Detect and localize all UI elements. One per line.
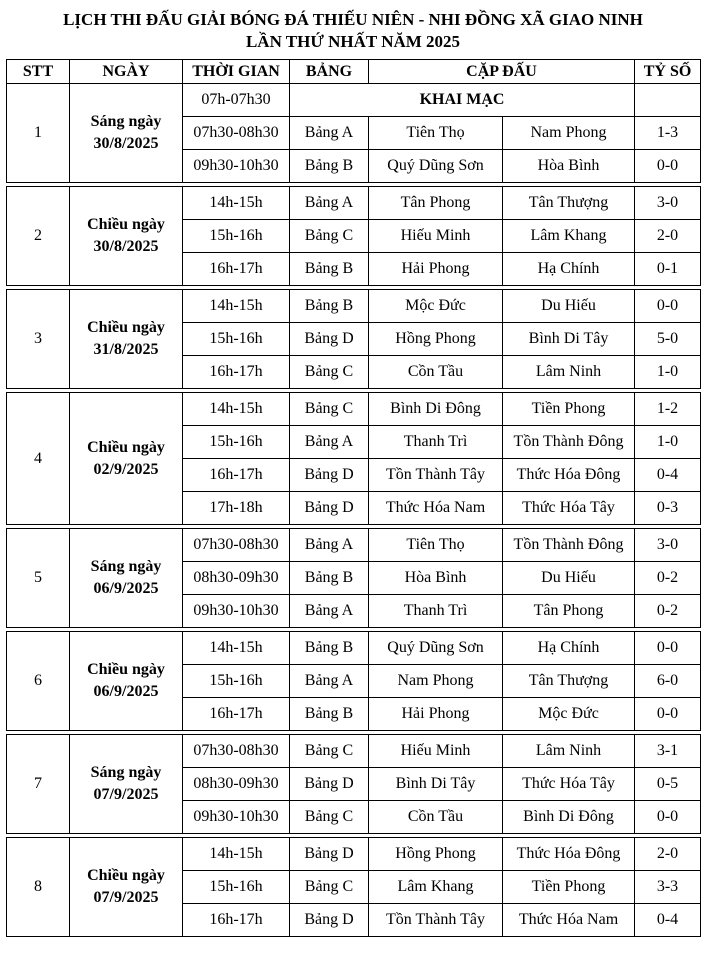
match-row [7, 632, 701, 665]
time-cell: 09h30-10h30 [183, 150, 290, 183]
score-cell: 0-2 [635, 562, 701, 595]
date-label: 30/8/2025 [93, 135, 159, 152]
group-cell: Bảng C [290, 801, 369, 834]
away-team-cell: Du Hiếu [503, 290, 635, 323]
away-team-cell: Tân Phong [503, 595, 635, 628]
away-team-cell: Tiền Phong [503, 393, 635, 426]
home-team-cell: Bình Di Đông [369, 393, 503, 426]
header-group: BẢNG [290, 60, 369, 84]
away-team-cell: Bình Di Tây [503, 323, 635, 356]
home-team-cell: Hiếu Minh [369, 220, 503, 253]
date-label: 31/8/2025 [93, 341, 159, 358]
home-team-cell: Quý Dũng Sơn [369, 632, 503, 665]
date-cell [70, 632, 183, 731]
session-label: Sáng ngày [90, 113, 162, 130]
header-time: THỜI GIAN [183, 60, 290, 84]
away-team-cell: Hạ Chính [503, 632, 635, 665]
away-team-cell: Mộc Đức [503, 698, 635, 731]
time-cell: 07h-07h30 [183, 84, 290, 117]
score-cell: 0-0 [635, 698, 701, 731]
time-cell: 16h-17h [183, 356, 290, 389]
home-team-cell: Thanh Trì [369, 426, 503, 459]
date-label: 07/9/2025 [93, 889, 159, 906]
score-cell: 0-2 [635, 595, 701, 628]
header-match: CẶP ĐẤU [369, 60, 635, 84]
group-cell: Bảng D [290, 904, 369, 937]
score-cell: 1-0 [635, 426, 701, 459]
home-team-cell: Lâm Khang [369, 871, 503, 904]
time-cell: 09h30-10h30 [183, 801, 290, 834]
group-cell: Bảng D [290, 768, 369, 801]
home-team-cell: Thanh Trì [369, 595, 503, 628]
away-team-cell: Tồn Thành Đông [503, 426, 635, 459]
away-team-cell: Hòa Bình [503, 150, 635, 183]
away-team-cell: Du Hiếu [503, 562, 635, 595]
score-cell: 0-0 [635, 632, 701, 665]
date-label: 30/8/2025 [93, 238, 159, 255]
match-row [7, 838, 701, 871]
time-cell: 15h-16h [183, 426, 290, 459]
time-cell: 17h-18h [183, 492, 290, 525]
stt-cell: 3 [7, 290, 70, 389]
home-team-cell: Nam Phong [369, 665, 503, 698]
away-team-cell: Thức Hóa Tây [503, 492, 635, 525]
header-date: NGÀY [70, 60, 183, 84]
score-cell: 3-0 [635, 187, 701, 220]
group-cell: Bảng B [290, 290, 369, 323]
opening-label: KHAI MẠC [290, 84, 635, 117]
time-cell: 14h-15h [183, 632, 290, 665]
score-cell: 1-3 [635, 117, 701, 150]
away-team-cell: Tân Thượng [503, 665, 635, 698]
time-cell: 08h30-09h30 [183, 768, 290, 801]
stt-cell: 2 [7, 187, 70, 286]
header-stt: STT [7, 60, 70, 84]
date-cell [70, 290, 183, 389]
away-team-cell: Lâm Ninh [503, 735, 635, 768]
group-cell: Bảng C [290, 356, 369, 389]
score-cell: 1-2 [635, 393, 701, 426]
score-cell: 0-0 [635, 801, 701, 834]
group-cell: Bảng A [290, 117, 369, 150]
time-cell: 16h-17h [183, 459, 290, 492]
score-cell: 0-0 [635, 150, 701, 183]
home-team-cell: Tân Phong [369, 187, 503, 220]
time-cell: 09h30-10h30 [183, 595, 290, 628]
home-team-cell: Cồn Tầu [369, 801, 503, 834]
away-team-cell: Tồn Thành Đông [503, 529, 635, 562]
time-cell: 15h-16h [183, 323, 290, 356]
score-cell: 2-0 [635, 838, 701, 871]
schedule-table [6, 59, 701, 937]
away-team-cell: Thức Hóa Tây [503, 768, 635, 801]
match-row [7, 735, 701, 768]
date-cell [70, 393, 183, 525]
score-cell: 3-1 [635, 735, 701, 768]
time-cell: 14h-15h [183, 393, 290, 426]
group-cell: Bảng D [290, 492, 369, 525]
time-cell: 07h30-08h30 [183, 529, 290, 562]
stt-cell: 6 [7, 632, 70, 731]
stt-cell: 7 [7, 735, 70, 834]
group-cell: Bảng C [290, 871, 369, 904]
away-team-cell: Tiền Phong [503, 871, 635, 904]
score-cell: 2-0 [635, 220, 701, 253]
match-row [7, 290, 701, 323]
score-cell: 0-4 [635, 904, 701, 937]
away-team-cell: Lâm Ninh [503, 356, 635, 389]
session-label: Chiều ngày [87, 867, 165, 884]
date-label: 07/9/2025 [93, 786, 159, 803]
score-cell: 1-0 [635, 356, 701, 389]
header-row [7, 60, 701, 84]
group-cell: Bảng A [290, 426, 369, 459]
date-cell [70, 735, 183, 834]
score-cell: 6-0 [635, 665, 701, 698]
home-team-cell: Tồn Thành Tây [369, 904, 503, 937]
home-team-cell: Quý Dũng Sơn [369, 150, 503, 183]
time-cell: 08h30-09h30 [183, 562, 290, 595]
group-cell: Bảng B [290, 150, 369, 183]
home-team-cell: Tồn Thành Tây [369, 459, 503, 492]
score-cell: 0-1 [635, 253, 701, 286]
stt-cell: 8 [7, 838, 70, 937]
home-team-cell: Cồn Tầu [369, 356, 503, 389]
group-cell: Bảng B [290, 632, 369, 665]
group-cell: Bảng D [290, 323, 369, 356]
away-team-cell: Nam Phong [503, 117, 635, 150]
date-label: 06/9/2025 [93, 683, 159, 700]
session-label: Chiều ngày [87, 216, 165, 233]
score-cell: 0-3 [635, 492, 701, 525]
group-cell: Bảng A [290, 595, 369, 628]
time-cell: 07h30-08h30 [183, 735, 290, 768]
group-cell: Bảng A [290, 665, 369, 698]
time-cell: 15h-16h [183, 665, 290, 698]
date-label: 06/9/2025 [93, 580, 159, 597]
away-team-cell: Thức Hóa Đông [503, 459, 635, 492]
session-label: Sáng ngày [90, 558, 162, 575]
time-cell: 16h-17h [183, 253, 290, 286]
group-cell: Bảng D [290, 459, 369, 492]
group-cell: Bảng A [290, 529, 369, 562]
stt-cell: 4 [7, 393, 70, 525]
away-team-cell: Lâm Khang [503, 220, 635, 253]
match-row [7, 187, 701, 220]
score-cell: 0-0 [635, 290, 701, 323]
home-team-cell: Hồng Phong [369, 838, 503, 871]
session-label: Sáng ngày [90, 764, 162, 781]
home-team-cell: Hải Phong [369, 698, 503, 731]
date-cell [70, 529, 183, 628]
stt-cell: 1 [7, 84, 70, 183]
home-team-cell: Hồng Phong [369, 323, 503, 356]
group-cell: Bảng C [290, 220, 369, 253]
date-label: 02/9/2025 [93, 460, 159, 478]
opening-row [7, 84, 701, 117]
date-cell [70, 84, 183, 183]
time-cell: 14h-15h [183, 187, 290, 220]
home-team-cell: Tiên Thọ [369, 529, 503, 562]
home-team-cell: Hòa Bình [369, 562, 503, 595]
date-cell [70, 187, 183, 286]
home-team-cell: Mộc Đức [369, 290, 503, 323]
away-team-cell: Tân Thượng [503, 187, 635, 220]
group-cell: Bảng D [290, 838, 369, 871]
header-score: TỶ SỐ [635, 60, 701, 84]
group-cell: Bảng B [290, 253, 369, 286]
away-team-cell: Bình Di Đông [503, 801, 635, 834]
schedule-body [7, 84, 701, 937]
page-subtitle: LẦN THỨ NHẤT NĂM 2025 [245, 32, 461, 51]
home-team-cell: Tiên Thọ [369, 117, 503, 150]
time-cell: 16h-17h [183, 904, 290, 937]
home-team-cell: Hiếu Minh [369, 735, 503, 768]
date-cell [70, 838, 183, 937]
score-cell: 0-5 [635, 768, 701, 801]
group-cell: Bảng B [290, 698, 369, 731]
time-cell: 15h-16h [183, 220, 290, 253]
time-cell: 14h-15h [183, 290, 290, 323]
match-row [7, 529, 701, 562]
score-cell: 3-0 [635, 529, 701, 562]
home-team-cell: Hải Phong [369, 253, 503, 286]
group-cell: Bảng C [290, 735, 369, 768]
time-cell: 15h-16h [183, 871, 290, 904]
match-row [7, 393, 701, 426]
page-title: LỊCH THI ĐẤU GIẢI BÓNG ĐÁ THIẾU NIÊN - NHI ĐỒNG XÃ GIAO NINH [63, 10, 643, 29]
home-team-cell: Thức Hóa Nam [369, 492, 503, 525]
score-cell [635, 84, 701, 117]
stt-cell: 5 [7, 529, 70, 628]
group-cell: Bảng C [290, 393, 369, 426]
session-label: Chiều ngày [87, 319, 165, 336]
home-team-cell: Bình Di Tây [369, 768, 503, 801]
group-cell: Bảng A [290, 187, 369, 220]
session-label: Chiều ngày [87, 661, 165, 678]
time-cell: 16h-17h [183, 698, 290, 731]
score-cell: 0-4 [635, 459, 701, 492]
score-cell: 3-3 [635, 871, 701, 904]
away-team-cell: Thức Hóa Đông [503, 838, 635, 871]
score-cell: 5-0 [635, 323, 701, 356]
group-cell: Bảng B [290, 562, 369, 595]
session-label: Chiều ngày [87, 438, 165, 456]
away-team-cell: Thức Hóa Nam [503, 904, 635, 937]
time-cell: 14h-15h [183, 838, 290, 871]
away-team-cell: Hạ Chính [503, 253, 635, 286]
time-cell: 07h30-08h30 [183, 117, 290, 150]
